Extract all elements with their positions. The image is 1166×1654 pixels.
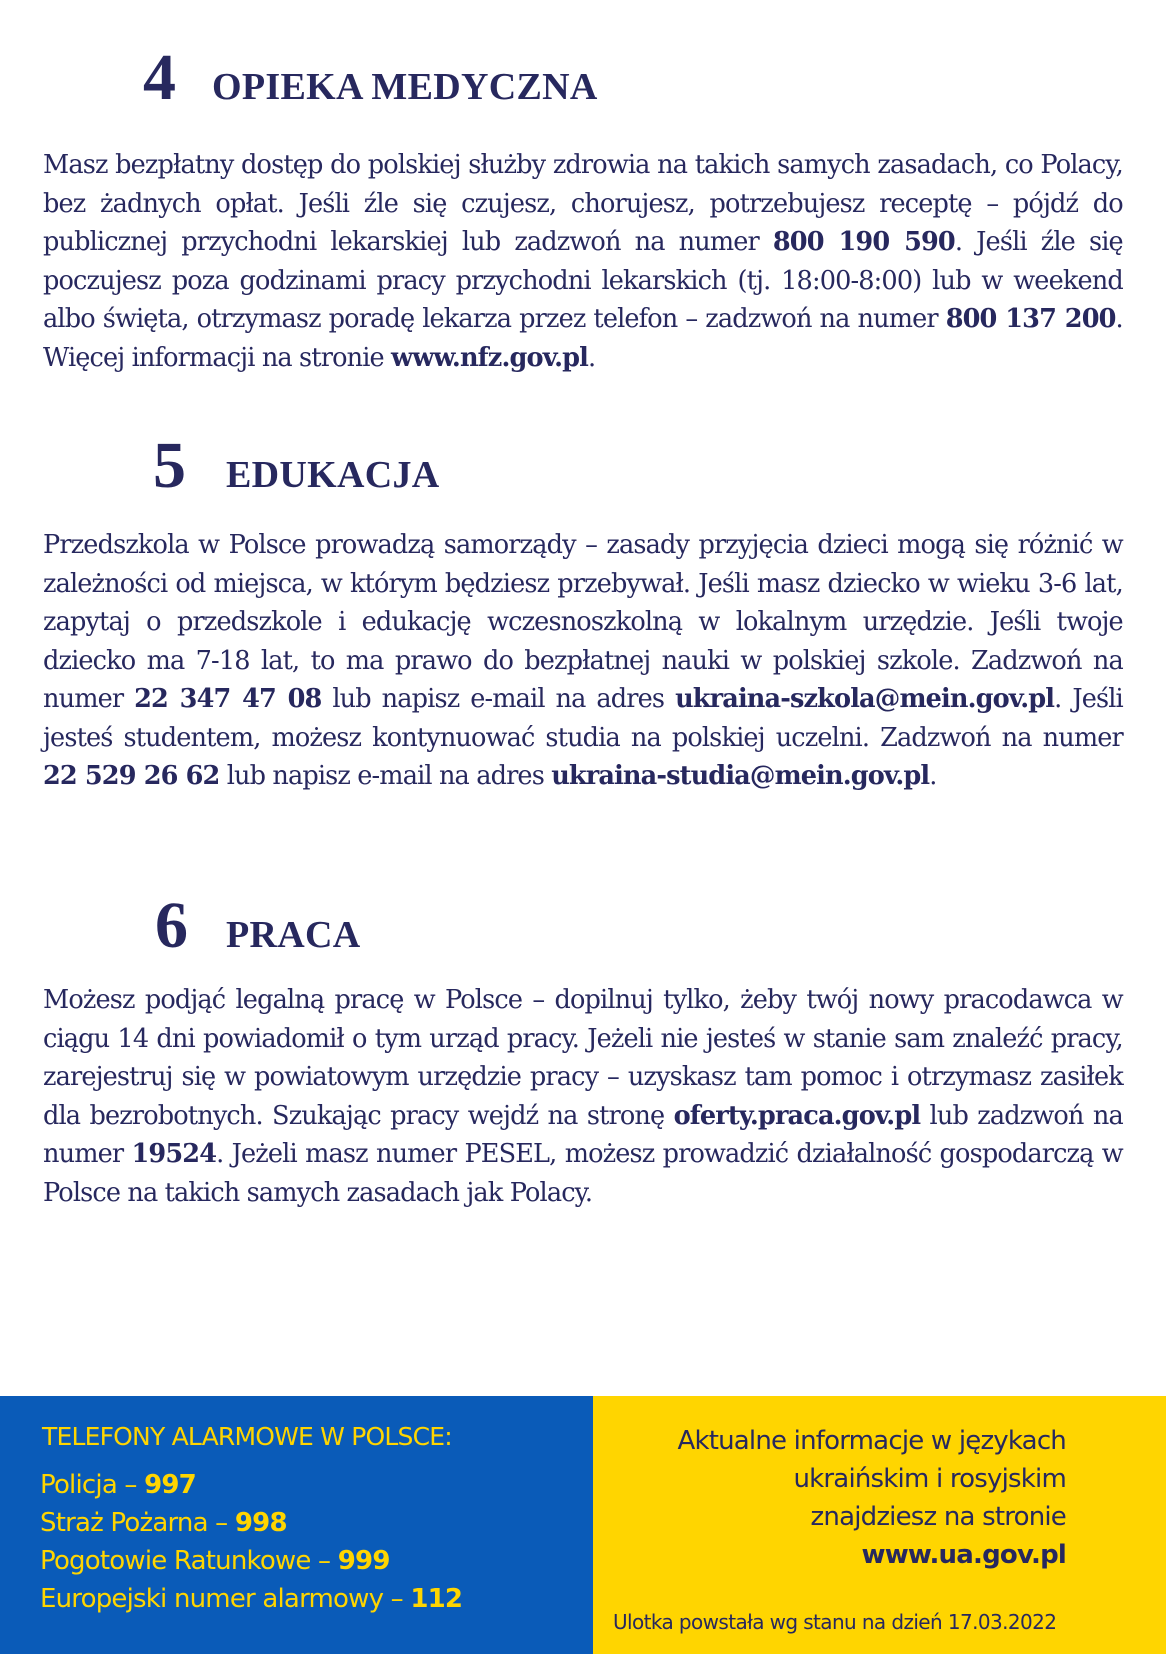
emergency-number: 997 [144,1470,196,1500]
leaflet-date: Ulotka powstała wg stanu na dzień 17.03.2022 [613,1610,1057,1634]
section-title: PRACA [226,914,361,956]
paragraph-text: . Więcej informacji na stronie [43,303,1123,373]
emergency-numbers-list [40,1466,462,1618]
emergency-label: Policja – [40,1470,145,1500]
paragraph-text: lub napisz e-mail na adres [321,683,676,714]
emergency-number-item [40,1466,462,1504]
section-heading-medical [143,40,598,116]
paragraph-text: . [588,341,596,373]
emergency-number: 998 [234,1508,287,1538]
info-line: Aktualne informacje w językach [677,1426,1066,1456]
emergency-number-item [40,1542,462,1580]
info-panel [593,1396,1166,1654]
info-url-link[interactable]: www.ua.gov.pl [861,1540,1066,1570]
info-text [677,1422,1066,1574]
highlighted-contact: 800 137 200 [945,303,1116,334]
emergency-number: 112 [410,1584,463,1614]
highlighted-contact: 22 529 26 62 [43,760,220,791]
highlighted-contact: 800 190 590 [772,226,955,257]
section-paragraph-work [43,981,1123,1212]
paragraph-text: lub napisz e-mail na adres [219,760,552,791]
emergency-label: Straż Pożarna – [40,1508,235,1538]
paragraph-text: Masz bezpłatny dostęp do polskiej służby zdrowia na takich samych zasadach, co Polacy, bez żadnych opłat. Jeśli źle się czujesz, chorujesz, potrzebujesz receptę – pójdź do publicznej przychodni lekarskiej lub zadzwoń na numer [43,149,1123,257]
highlighted-contact[interactable]: oferty.praca.gov.pl [673,1099,921,1131]
highlighted-contact[interactable]: ukraina-studia@mein.gov.pl [551,760,930,791]
paragraph-text: Możesz podjąć legalną pracę w Polsce – dopilnuj tylko, żeby twój nowy pracodawca w ciągu 14 dni powiadomił o tym urząd pracy. Jeżeli nie jesteś w stanie sam znaleźć pracy, zarejestruj się w powiatowym urzędzie pracy – uzyskasz tam pomoc i otrzymasz zasiłek dla bezrobotnych. Szukając pracy wejdź na stronę [43,984,1123,1131]
highlighted-contact: 22 347 47 08 [134,683,322,714]
emergency-label: Europejski numer alarmowy – [40,1584,411,1614]
section-number: 6 [155,889,188,962]
paragraph-text: lub zadzwoń na numer [43,1099,1123,1169]
section-heading-work [155,888,360,964]
paragraph-text: . Jeżeli masz numer PESEL, możesz prowadzić działalność gospodarczą w Polsce na takich samych zasadach jak Polacy. [43,1138,1123,1208]
paragraph-text: Przedszkola w Polsce prowadzą samorządy – zasady przyjęcia dzieci mogą się różnić w zależności od miejsca, w którym będziesz przebywał. Jeśli masz dziecko w wieku 3-6 lat, zapytaj o przedszkole i edukację wczesnoszkolną w lokalnym urzędzie. Jeśli twoje dziecko ma 7-18 lat, to ma prawo do bezpłatnej nauki w polskiej szkole. Zadzwoń na numer [43,529,1123,714]
info-line: znajdziesz na stronie [810,1502,1066,1532]
section-heading-education [153,428,440,504]
section-paragraph-medical [43,146,1123,377]
emergency-label: Pogotowie Ratunkowe – [40,1546,338,1576]
highlighted-contact: 19524 [131,1138,217,1169]
section-number: 4 [143,41,176,114]
section-title: OPIEKA MEDYCZNA [212,66,598,108]
emergency-numbers-title: TELEFONY ALARMOWE W POLSCE: [42,1422,452,1451]
info-line: ukraińskim i rosyjskim [793,1464,1066,1494]
section-title: EDUKACJA [226,454,440,496]
paragraph-text: . Jeśli jesteś studentem, możesz kontynuować studia na polskiej uczelni. Zadzwoń na numer [43,683,1123,753]
emergency-number-item [40,1580,462,1618]
highlighted-contact[interactable]: www.nfz.gov.pl [391,341,589,373]
section-paragraph-education [43,526,1123,796]
highlighted-contact[interactable]: ukraina-szkola@mein.gov.pl [675,683,1055,714]
paragraph-text: . [929,760,937,791]
emergency-number: 999 [337,1546,390,1576]
emergency-number-item [40,1504,462,1542]
section-number: 5 [153,429,186,502]
paragraph-text: . Jeśli źle się poczujesz poza godzinami pracy przychodni lekarskich (tj. 18:00-8:00) lub w weekend albo święta, otrzymasz poradę lekarza przez telefon – zadzwoń na numer [43,226,1123,334]
emergency-numbers-panel [0,1396,593,1654]
